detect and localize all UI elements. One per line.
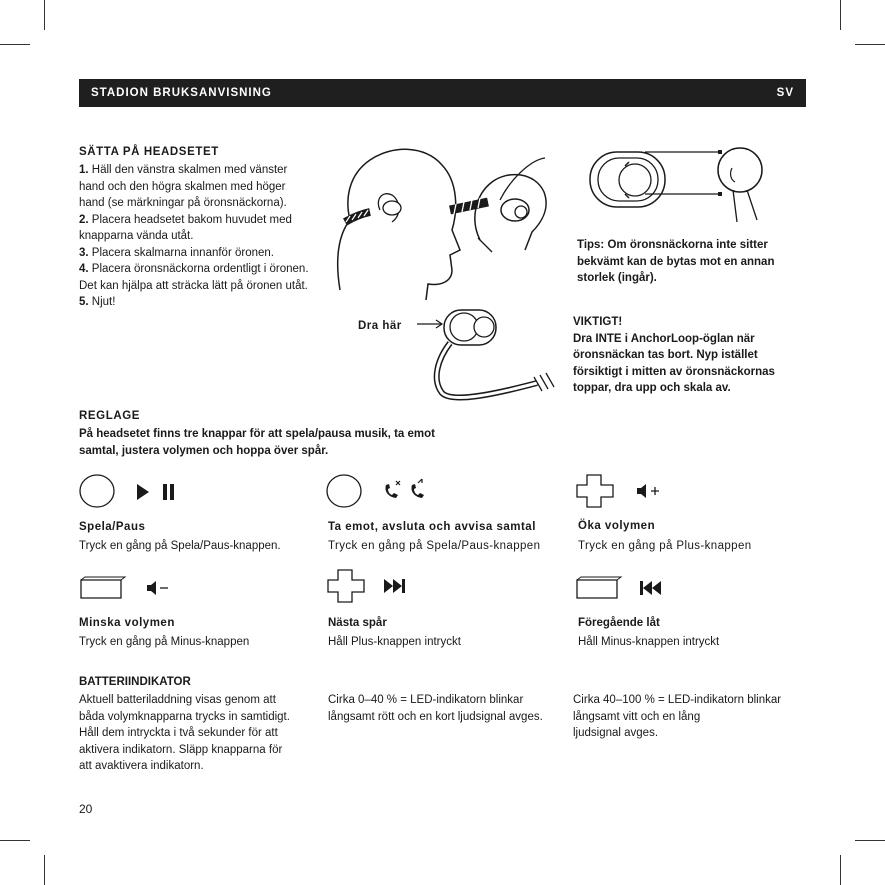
setup-steps: [79, 162, 329, 311]
step-text: Placera skalmarna innanför öronen.: [91, 246, 274, 259]
battery-line: Cirka 40–100 % = LED-indikatorn blinkar: [573, 694, 782, 706]
battery-heading: BATTERIINDIKATOR: [79, 676, 191, 688]
header-title: STADION BRUKSANVISNING: [91, 87, 272, 99]
control-label-volume-up: Öka volymen: [578, 520, 656, 532]
control-desc-volume-up: Tryck en gång på Plus-knappen: [578, 540, 752, 552]
tips-line: bekvämt kan de bytas mot en annan: [577, 255, 775, 268]
header-language: SV: [776, 87, 794, 99]
step-number: 3.: [79, 246, 89, 259]
battery-line: aktivera indikatorn. Släpp knapparna för: [79, 743, 283, 756]
crop-mark: [44, 0, 45, 30]
controls-intro: [79, 426, 499, 459]
control-desc-previous-track: Håll Minus-knappen intryckt: [578, 636, 720, 648]
battery-line: ljudsignal avges.: [573, 727, 659, 739]
control-label-previous-track: Föregående låt: [578, 617, 660, 629]
controls-intro-line: På headsetet finns tre knappar för att spela/pausa musik, ta emot: [79, 428, 435, 440]
control-desc-play-pause: Tryck en gång på Spela/Paus-knappen.: [79, 540, 281, 552]
page-number: 20: [79, 802, 93, 816]
important-line: toppar, dra upp och skala av.: [573, 382, 731, 394]
battery-line: båda volymknapparna trycks in samtidigt.: [79, 710, 290, 723]
control-label-next-track: Nästa spår: [328, 617, 387, 629]
battery-low-info: [328, 692, 573, 725]
volume-up-button-icon: [575, 473, 670, 509]
battery-line: Cirka 0–40 % = LED-indikatorn blinkar: [328, 694, 524, 706]
call-button-icon: [326, 473, 436, 509]
crop-mark: [0, 44, 30, 45]
battery-high-info: [573, 692, 813, 742]
step-text: Placera headsetet bakom huvudet med: [91, 213, 292, 226]
control-label-play-pause: Spela/Paus: [79, 521, 146, 533]
battery-line: att avaktivera indikatorn.: [79, 760, 204, 772]
important-line: Dra INTE i AnchorLoop-öglan när: [573, 332, 755, 345]
step-text: hand (se märkningar på öronsnäckorna).: [79, 197, 287, 209]
battery-line: Håll dem intryckta i två sekunder för att: [79, 727, 278, 739]
important-notice: [573, 314, 813, 397]
control-desc-call: Tryck en gång på Spela/Paus-knappen: [328, 540, 541, 552]
tips-line: Tips: Om öronsnäckorna inte sitter: [577, 239, 768, 251]
battery-line: långsamt vitt och en lång: [573, 710, 701, 723]
step-text: Det kan hjälpa att sträcka lätt på öronen utåt.: [79, 279, 308, 292]
play-pause-button-icon: [79, 473, 179, 509]
crop-mark: [840, 0, 841, 30]
controls-heading: REGLAGE: [79, 410, 141, 422]
tips-line: storlek (ingår).: [577, 272, 657, 284]
tips-text: [577, 237, 797, 287]
crop-mark: [0, 840, 30, 841]
battery-line: långsamt rött och en kort ljudsignal avges.: [328, 710, 543, 723]
crop-mark: [855, 44, 885, 45]
crop-mark: [44, 855, 45, 885]
control-label-volume-down: Minska volymen: [79, 617, 175, 629]
crop-mark: [840, 855, 841, 885]
control-label-call: Ta emot, avsluta och avvisa samtal: [328, 521, 536, 533]
header-bar: [79, 79, 806, 107]
step-number: 1.: [79, 164, 89, 176]
controls-intro-line: samtal, justera volymen och hoppa över spår.: [79, 444, 329, 457]
volume-down-button-icon: [79, 572, 179, 604]
anchorloop-illustration: [412, 305, 562, 410]
setup-heading: SÄTTA PÅ HEADSETET: [79, 146, 219, 158]
step-text: hand och den högra skalmen med höger: [79, 180, 286, 193]
battery-line: Aktuell batteriladdning visas genom att: [79, 694, 276, 706]
battery-description: [79, 692, 319, 775]
step-number: 2.: [79, 213, 89, 226]
next-track-button-icon: [326, 568, 426, 606]
earpiece-tips-illustration: [585, 140, 780, 235]
step-text: Häll den vänstra skalmen med vänster: [91, 164, 288, 176]
ear-with-earpiece-illustration: [440, 140, 565, 270]
control-desc-volume-down: Tryck en gång på Minus-knappen: [79, 636, 250, 648]
step-text: knapparna vända utåt.: [79, 230, 194, 242]
step-text: Placera öronsnäckorna ordentligt i öronen.: [91, 263, 309, 275]
important-line: försiktigt i mitten av öronsnäckornas: [573, 365, 775, 378]
important-line: öronsnäckan tas bort. Nyp istället: [573, 349, 758, 361]
step-text: Njut!: [91, 296, 116, 308]
step-number: 4.: [79, 263, 89, 275]
step-number: 5.: [79, 296, 89, 308]
control-desc-next-track: Håll Plus-knappen intryckt: [328, 636, 461, 648]
important-title: VIKTIGT!: [573, 316, 623, 328]
crop-mark: [855, 840, 885, 841]
previous-track-button-icon: [575, 572, 675, 604]
pull-here-label: Dra här: [358, 320, 402, 332]
